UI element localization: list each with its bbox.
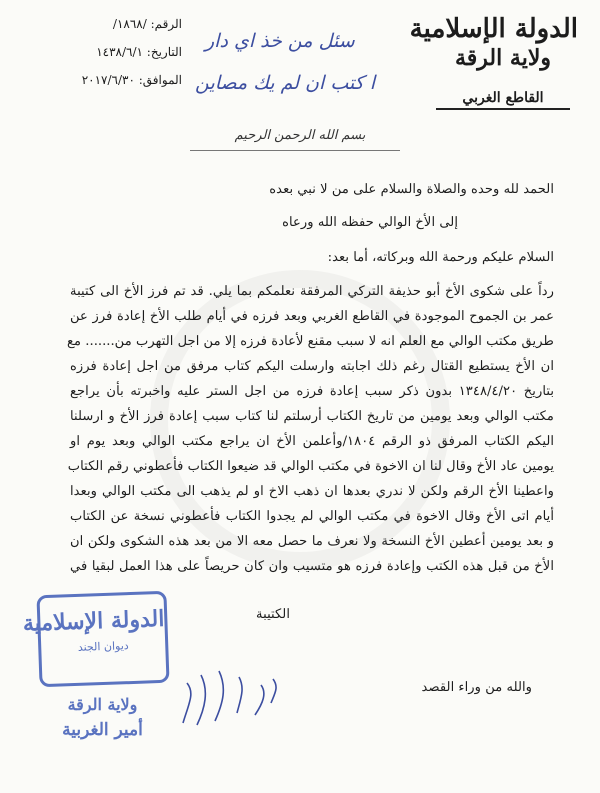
agree-label: الموافق: [138, 73, 182, 87]
body-line: الأخ من قبل هذه الكتب وإعادة فرزه هو متسيب وان كان حريصاً على هذا العمل لبقيا في [70, 559, 554, 574]
greeting-line: السلام عليكم ورحمة الله وبركاته، أما بعد: [327, 250, 554, 265]
reference-label: الرقم: [150, 17, 182, 31]
body-line: و بعد يومين أعطين الأخ النسخة ولا نعرف ما حصل معه الا من بعد هذه الشكوى ولكن ان [70, 534, 554, 549]
logo-underline [436, 108, 570, 110]
date-label: التاريخ: [146, 45, 182, 59]
body-line: أيام اتى الأخ وقال الاخوة في مكتب الوالي لم يجدوا الكتاب فأعطوني نسخة عن الكتاب [70, 509, 554, 524]
date-gregorian-value: ٢٠١٧/٦/٣٠ [81, 73, 135, 87]
body-line: رداً على شكوى الأخ أبو حذيفة التركي المرفقة نعلمكم بما يلي. قد تم فرز الأخ الى كتيبة [70, 284, 554, 299]
body-line: ان الأخ يستطيع القتال رغم ذلك اجابته وارسلت اليكم كتاب مرفق من اجل إعادة فرزه [70, 359, 554, 374]
opening-line: الحمد لله وحده والصلاة والسلام على من لا نبي بعده [269, 182, 554, 197]
letterhead-logo [409, 14, 578, 110]
handwritten-signature [175, 663, 285, 733]
body-line: واعطينا الأخ الرقم ولكن لا ندري بعدها ان ذهب الاخ او لم يذهب الى مكتب الوالي وبعدا [70, 484, 554, 499]
body-line: عمر بن الجموح الموجودة في القاطع الغربي وبعد فرزه في أيام طلب الأخ إعادة فرز عن [70, 309, 554, 324]
body-line: يومين عاد الأخ وقال لنا ان الاخوة في مكتب الوالي قد ضيعوا الكتاب فأعطوني رقم الكتاب [67, 459, 554, 474]
logo-state-name: الدولة الإسلامية [409, 14, 578, 44]
handwritten-note-line1: سئل من خذ اي دار [205, 30, 355, 52]
closing-line: والله من وراء القصد [421, 680, 532, 695]
logo-province-name: ولاية الرقة [454, 45, 551, 71]
basmala: بسم الله الرحمن الرحيم [234, 128, 366, 143]
header-meta [52, 10, 182, 94]
body-line: مكتب الوالي وبعد يومين من تاريخ الكتاب أرسلتم لنا كتاب سبب إعادة فرز الأخ و ارسلنا [70, 409, 554, 424]
basmala-divider [190, 150, 400, 151]
date-gregorian [52, 66, 182, 94]
date-hijri-value: ١٤٣٨/٦/١ [96, 45, 143, 59]
stamp-department: ديوان الجند [77, 639, 129, 654]
reference-number [52, 10, 182, 38]
handwritten-note-line2: ا كتب ان لم يك مصاين [195, 72, 376, 94]
body-last-line: الكتيبة [256, 607, 290, 622]
stamp-title: أمير الغربية [62, 720, 143, 740]
reference-value: /١٨٦٨/ [112, 17, 147, 31]
official-stamp [22, 591, 169, 687]
body-line: بتاريخ ١٣٤٨/٤/٢٠ بدون ذكر سبب إعادة فرزه من اجل الستر عليه واخبرته بأن يراجع [70, 384, 554, 399]
stamp-state-name: الدولة الإسلامية [22, 605, 165, 637]
body-line: طريق مكتب الوالي مع العلم انه لا سبب مقنع لأعادة فرزه إلا من اجل التهرب من....... مع [67, 334, 554, 349]
date-hijri [52, 38, 182, 66]
logo-sector-name: القاطع الغربي [462, 90, 544, 106]
body-line: اليكم الكتاب المرفق ذو الرقم ١٨٠٤/وأعلمن الأخ ان يراجع مكتب الوالي وبعد يوم او [70, 434, 554, 449]
addressee-line: إلى الأخ الوالي حفظه الله ورعاه [282, 215, 458, 230]
stamp-province: ولاية الرقة [67, 695, 138, 714]
